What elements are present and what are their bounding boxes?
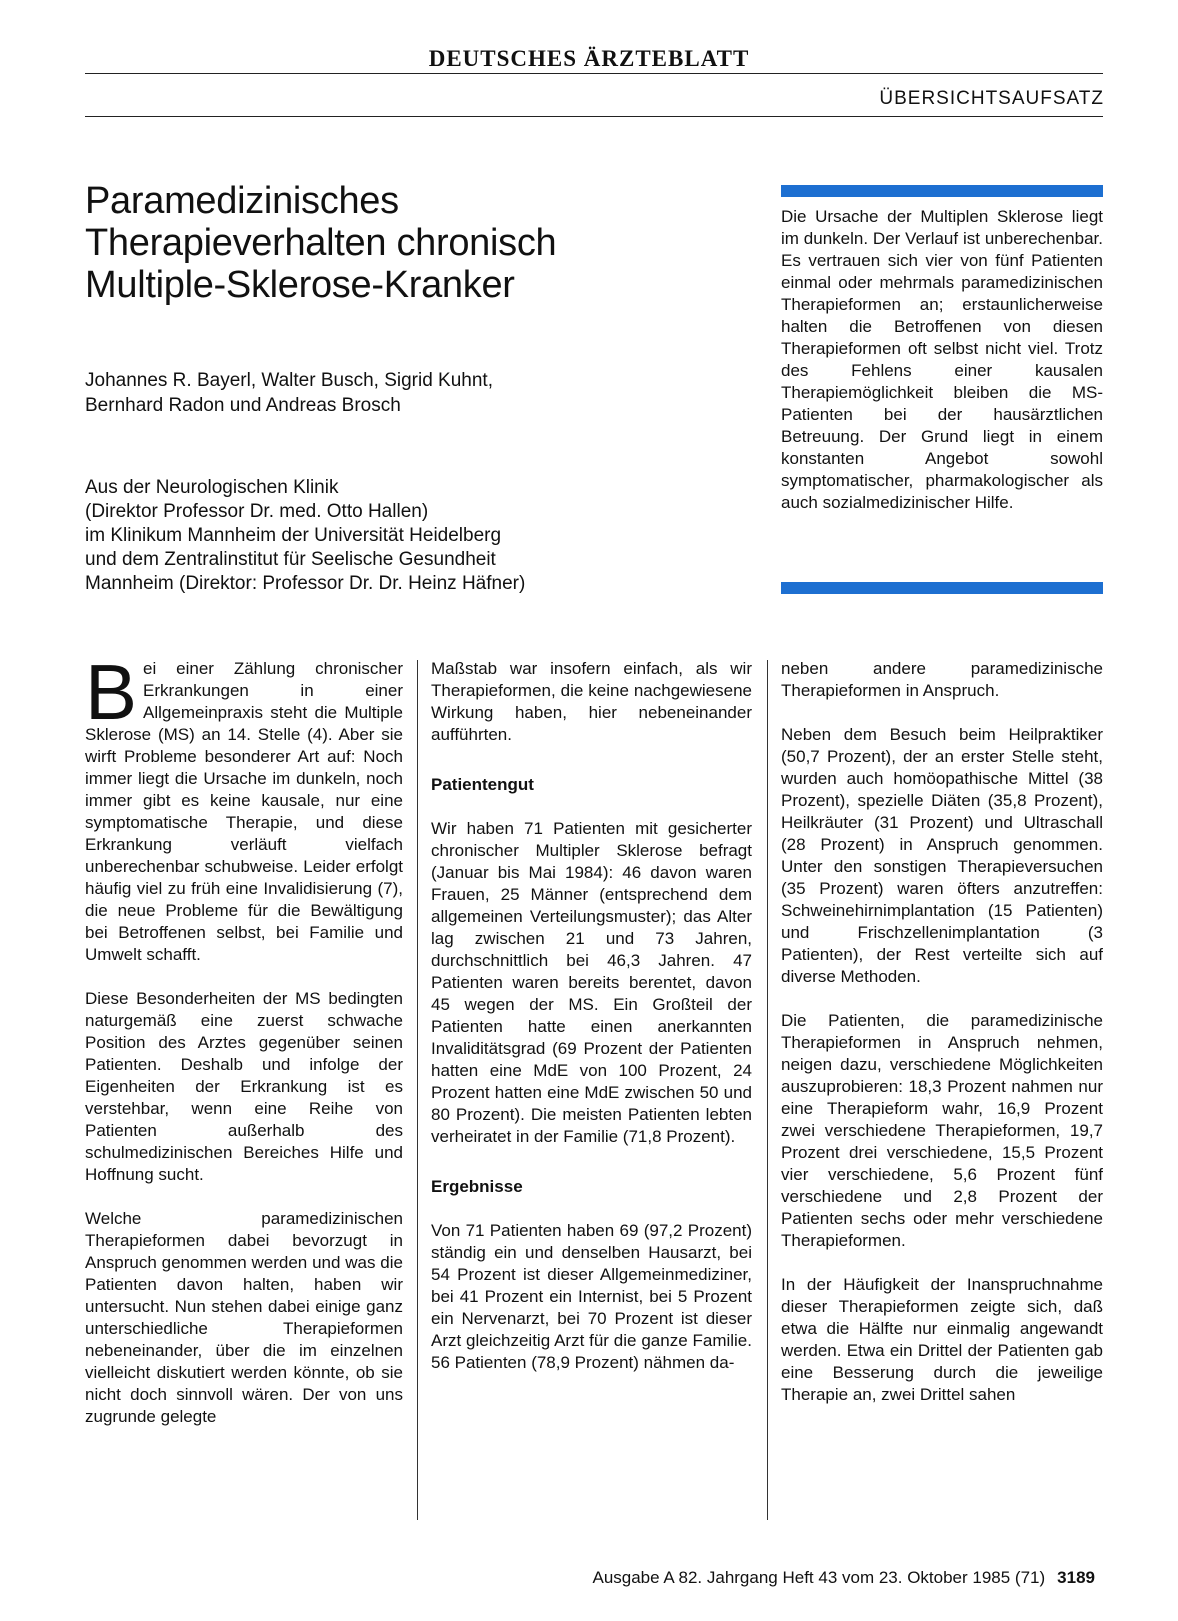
author-line: Johannes R. Bayerl, Walter Busch, Sigrid Kuhnt,	[85, 370, 493, 391]
paragraph: Welche paramedizinischen Therapieformen dabei bevorzugt in Anspruch genommen werden und was die Patienten davon halten, haben wir untersucht. Nun stehen dabei einige ganz unterschiedliche Therapieformen nebeneinander, über die im einzelnen vielleicht diskutiert werden könnte, ob sie nicht doch sinnvoll wären. Der von uns zugrunde gelegte	[85, 1209, 403, 1426]
abstract-top-bar	[781, 185, 1103, 197]
title-line: Paramedizinisches	[85, 180, 399, 222]
paragraph: Von 71 Patienten haben 69 (97,2 Prozent) ständig ein und denselben Hausarzt, bei 54 Prozent ist dieser Allgemeinmediziner, bei 41 Prozent ein Internist, bei 5 Prozent ein Nervenarzt, bei 70 Prozent ist dieser Arzt gleichzeitig Arzt für die ganze Familie. 56 Patienten (78,9 Prozent) nähmen da-	[431, 1221, 752, 1372]
affiliation-line: und dem Zentralinstitut für Seelische Gesundheit	[85, 549, 496, 570]
body-column-3	[781, 658, 1103, 1428]
author-line: Bernhard Radon und Andreas Brosch	[85, 395, 401, 416]
title-line: Multiple-Sklerose-Kranker	[85, 264, 515, 306]
issue-info: Ausgabe A 82. Jahrgang Heft 43 vom 23. Oktober 1985 (71)	[592, 1568, 1046, 1587]
paragraph: Diese Besonderheiten der MS bedingten naturgemäß eine zuerst schwache Position des Arztes gegenüber seinen Patienten. Deshalb und infolge der Eigenheiten der Erkrankung ist es verstehbar, wenn eine Reihe von Patienten außerhalb des schulmedizinischen Bereiches Hilfe und Hoffnung sucht.	[85, 989, 403, 1184]
paragraph: In der Häufigkeit der Inanspruchnahme dieser Therapieformen zeigte sich, daß etwa die Hälfte nur einmalig angewandt werden. Etwa ein Drittel der Patienten gab eine Besserung durch die jeweilige Therapie an, zwei Drittel sahen	[781, 1275, 1103, 1404]
column-divider	[767, 660, 768, 1520]
affiliation-line: (Direktor Professor Dr. med. Otto Hallen)	[85, 501, 429, 522]
paragraph: Wir haben 71 Patienten mit gesicherter chronischer Multipler Sklerose befragt (Januar bis Mai 1984): 46 davon waren Frauen, 25 Männer (entsprechend dem allgemeinen Verteilungsmuster); das Alter lag zwischen 21 und 73 Jahren, durchschnittlich bei 46,3 Jahren. 47 Patienten waren bereits berentet, davon 45 wegen der MS. Ein Großteil der Patienten hatte einen anerkannten Invaliditätsgrad (69 Prozent der Patienten hatten eine MdE von 100 Prozent, 24 Prozent hatten eine MdE zwischen 50 und 80 Prozent). Die meisten Patienten lebten verheiratet in der Familie (71,8 Prozent).	[431, 819, 752, 1146]
abstract-text: Die Ursache der Multiplen Sklerose liegt im dunkeln. Der Verlauf ist unberechenbar. Es vertrauen sich vier von fünf Patienten einmal oder mehrmals paramedizinischen Therapieformen an; erstaunlicherweise halten die Betroffenen von diesen Therapieformen oft selbst nicht viel. Trotz des Fehlens einer kausalen Therapiemöglichkeit bleiben die MS-Patienten bei der hausärztlichen Betreuung. Der Grund liegt in einem konstanten Angebot sowohl symptomatischer, pharmakologischer als auch sozialmedizinischer Hilfe.	[781, 207, 1103, 512]
affiliation-line: Mannheim (Direktor: Professor Dr. Dr. Heinz Häfner)	[85, 573, 526, 594]
article-title	[85, 180, 705, 306]
affiliation	[85, 476, 525, 596]
column-divider	[417, 660, 418, 1520]
section-heading-ergebnisse: Ergebnisse	[431, 1177, 523, 1196]
body-column-1	[85, 648, 403, 1450]
affiliation-line: im Klinikum Mannheim der Universität Heidelberg	[85, 525, 502, 546]
body-column-2	[431, 658, 752, 1396]
paragraph: Die Patienten, die paramedizinische Therapieformen in Anspruch nehmen, neigen dazu, verschiedene Möglichkeiten auszuprobieren: 18,3 Prozent nahmen nur eine Therapieform wahr, 16,9 Prozent zwei verschiedene Therapieformen, 19,7 Prozent drei verschiedene, 15,5 Prozent vier verschiedene, 5,6 Prozent fünf verschiedene und 2,8 Prozent der Patienten sechs oder mehr verschiedene Therapieformen.	[781, 1011, 1103, 1250]
section-heading-patientengut: Patientengut	[431, 775, 534, 794]
journal-masthead: DEUTSCHES ÄRZTEBLATT	[428, 46, 750, 71]
paragraph	[85, 648, 403, 966]
header-rule	[85, 116, 1103, 117]
paragraph: Maßstab war insofern einfach, als wir Therapieformen, die keine nachgewiesene Wirkung haben, hier nebeneinander aufführten.	[431, 659, 752, 744]
title-line: Therapieverhalten chronisch	[85, 222, 557, 264]
paragraph: neben andere paramedizinische Therapieformen in Anspruch.	[781, 659, 1103, 700]
masthead-rule	[85, 73, 1103, 74]
affiliation-line: Aus der Neurologischen Klinik	[85, 477, 339, 498]
page-number: 3189	[1057, 1568, 1095, 1587]
author-list	[85, 368, 493, 418]
page-footer	[0, 1568, 1095, 1588]
abstract-bottom-bar	[781, 582, 1103, 594]
paragraph: Neben dem Besuch beim Heilpraktiker (50,7 Prozent), der an erster Stelle steht, wurden auch homöopathische Mittel (38 Prozent), spezielle Diäten (35,8 Prozent), Heilkräuter (31 Prozent) und Ultraschall (28 Prozent) in Anspruch genommen. Unter den sonstigen Therapieversuchen (35 Prozent) waren öfters anzutreffen: Schweinehirnimplantation (15 Patienten) und Frischzellenimplantation (3 Patienten), der Rest verteilte sich auf diverse Methoden.	[781, 725, 1103, 986]
drop-cap: B	[85, 648, 138, 736]
section-label: ÜBERSICHTSAUFSATZ	[879, 88, 1104, 109]
paragraph-text: ei einer Zählung chronischer Erkrankungen in einer Allgemeinpraxis steht die Multiple Sklerose (MS) an 14. Stelle (4). Aber sie wirft Probleme besonderer Art auf: Noch immer liegt die Ursache im dunkeln, noch immer gibt es keine kausale, nur eine symptomatische Therapie, und diese Erkrankung verläuft vielfach unberechenbar schubweise. Leider erfolgt häufig viel zu früh eine Invalidisierung (7), die neue Probleme für die Bewältigung bei Betroffenen selbst, bei Familie und Umwelt schafft.	[85, 659, 403, 964]
